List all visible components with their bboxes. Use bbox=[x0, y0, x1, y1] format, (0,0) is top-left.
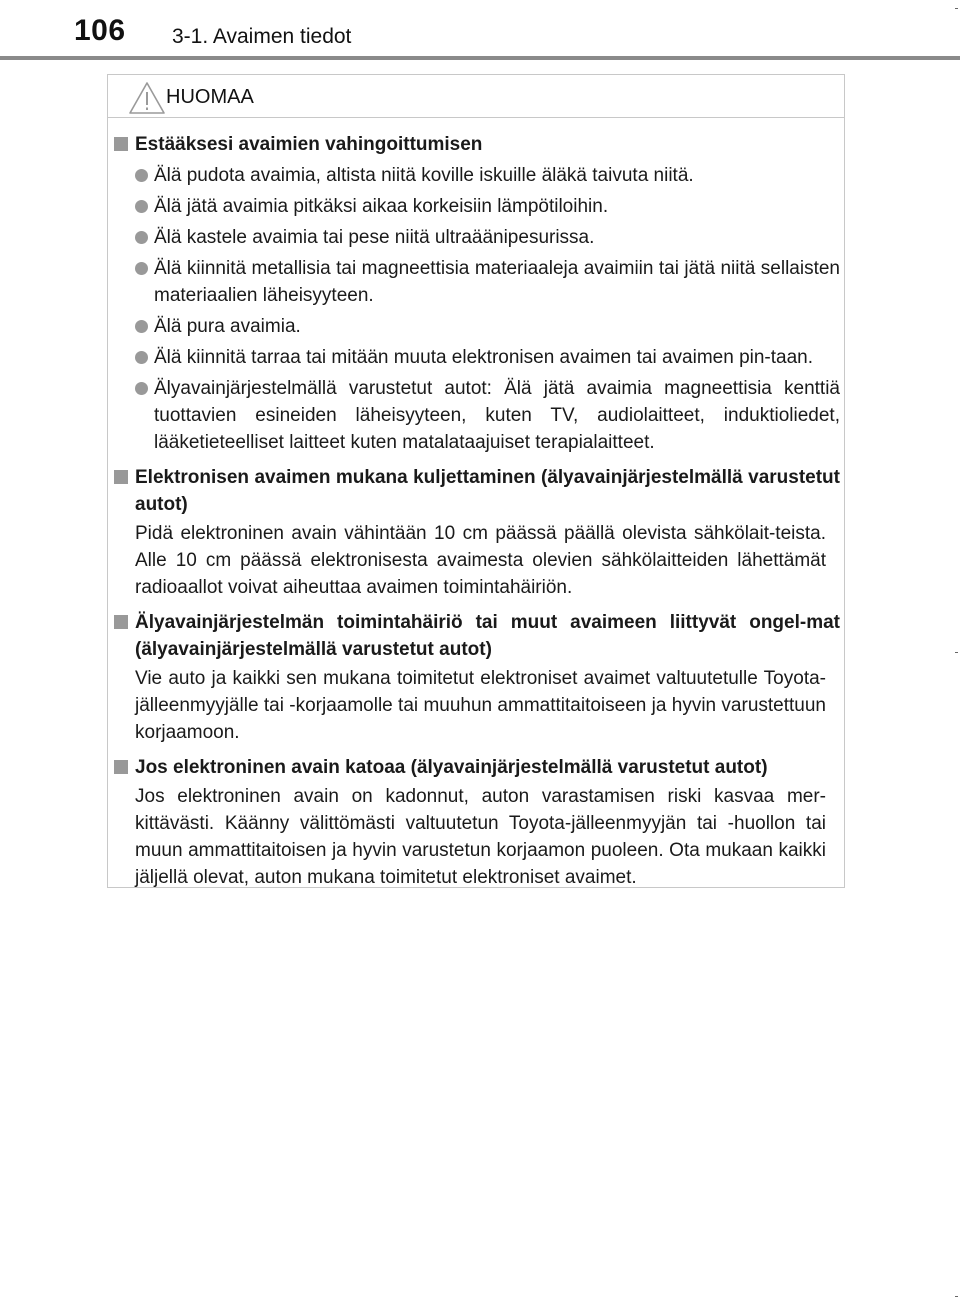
circle-bullet-icon bbox=[135, 262, 148, 275]
list-item: Älyavainjärjestelmällä varustetut autot: Älä jätä avaimia magneettisia kenttiä tuottavien esineiden läheisyyteen, kuten TV, audiolaitteet, induktioliedet, lääketieteelliset laitteet kuten matalataajuiset terapialaitteet. bbox=[114, 375, 840, 456]
notice-content bbox=[114, 131, 840, 891]
section-heading: Jos elektroninen avain katoaa (älyavainjärjestelmällä varustetut autot) bbox=[114, 754, 840, 781]
square-bullet-icon bbox=[114, 470, 128, 484]
square-bullet-icon bbox=[114, 615, 128, 629]
list-item: Älä jätä avaimia pitkäksi aikaa korkeisiin lämpötiloihin. bbox=[114, 193, 840, 220]
section-heading: Elektronisen avaimen mukana kuljettaminen (älyavainjärjestelmällä varustetut autot) bbox=[114, 464, 840, 518]
list-item: Älä kiinnitä metallisia tai magneettisia materiaaleja avaimiin tai jätä niitä sellaisten materiaalien läheisyyteen. bbox=[114, 255, 840, 309]
notice-label: HUOMAA bbox=[166, 86, 254, 108]
section-paragraph: Pidä elektroninen avain vähintään 10 cm päässä päällä olevista sähkölait-teista. Alle 10 cm päässä elektronisesta avaimesta olevien sähkölaitteiden lähettämät radioaallot voivat aiheuttaa avaimen toimintahäiriön. bbox=[135, 523, 826, 598]
circle-bullet-icon bbox=[135, 169, 148, 182]
crop-mark bbox=[955, 8, 958, 9]
circle-bullet-icon bbox=[135, 382, 148, 395]
crop-mark bbox=[955, 1296, 958, 1297]
circle-bullet-icon bbox=[135, 351, 148, 364]
section-paragraph: Jos elektroninen avain on kadonnut, auton varastamisen riski kasvaa mer-kittävästi. Käänny välittömästi valtuutetun Toyota-jälleenmyyjän tai -huollon tai muun ammattitaitoisen ja hyvin varustetun korjaamon puoleen. Ota mukaan kaikki jäljellä olevat, auton mukana toimitetut elektroniset avaimet. bbox=[135, 786, 826, 888]
circle-bullet-icon bbox=[135, 200, 148, 213]
notice-box bbox=[107, 74, 845, 888]
section-heading: Estääksesi avaimien vahingoittumisen bbox=[114, 131, 840, 158]
square-bullet-icon bbox=[114, 137, 128, 151]
page-header bbox=[0, 0, 960, 60]
circle-bullet-icon bbox=[135, 320, 148, 333]
warning-triangle-icon bbox=[128, 81, 166, 115]
notice-header bbox=[108, 75, 844, 118]
list-item: Älä pudota avaimia, altista niitä koville iskuille äläkä taivuta niitä. bbox=[114, 162, 840, 189]
list-item: Älä kiinnitä tarraa tai mitään muuta elektronisen avaimen tai avaimen pin-taan. bbox=[114, 344, 840, 371]
circle-bullet-icon bbox=[135, 231, 148, 244]
section-paragraph: Vie auto ja kaikki sen mukana toimitetut elektroniset avaimet valtuutetulle Toyota-jälleenmyyjälle tai -korjaamolle tai muuhun ammattitaitoiseen ja hyvin varustettuun korjaamoon. bbox=[135, 668, 826, 743]
square-bullet-icon bbox=[114, 760, 128, 774]
section-title: 3-1. Avaimen tiedot bbox=[172, 25, 352, 48]
list-item: Älä pura avaimia. bbox=[114, 313, 840, 340]
list-item: Älä kastele avaimia tai pese niitä ultraäänipesurissa. bbox=[114, 224, 840, 251]
page-number: 106 bbox=[74, 14, 126, 47]
crop-mark bbox=[955, 652, 958, 653]
section-heading: Älyavainjärjestelmän toimintahäiriö tai muut avaimeen liittyvät ongel-mat (älyavainjärjestelmällä varustetut autot) bbox=[114, 609, 840, 663]
header-rule bbox=[0, 56, 960, 60]
